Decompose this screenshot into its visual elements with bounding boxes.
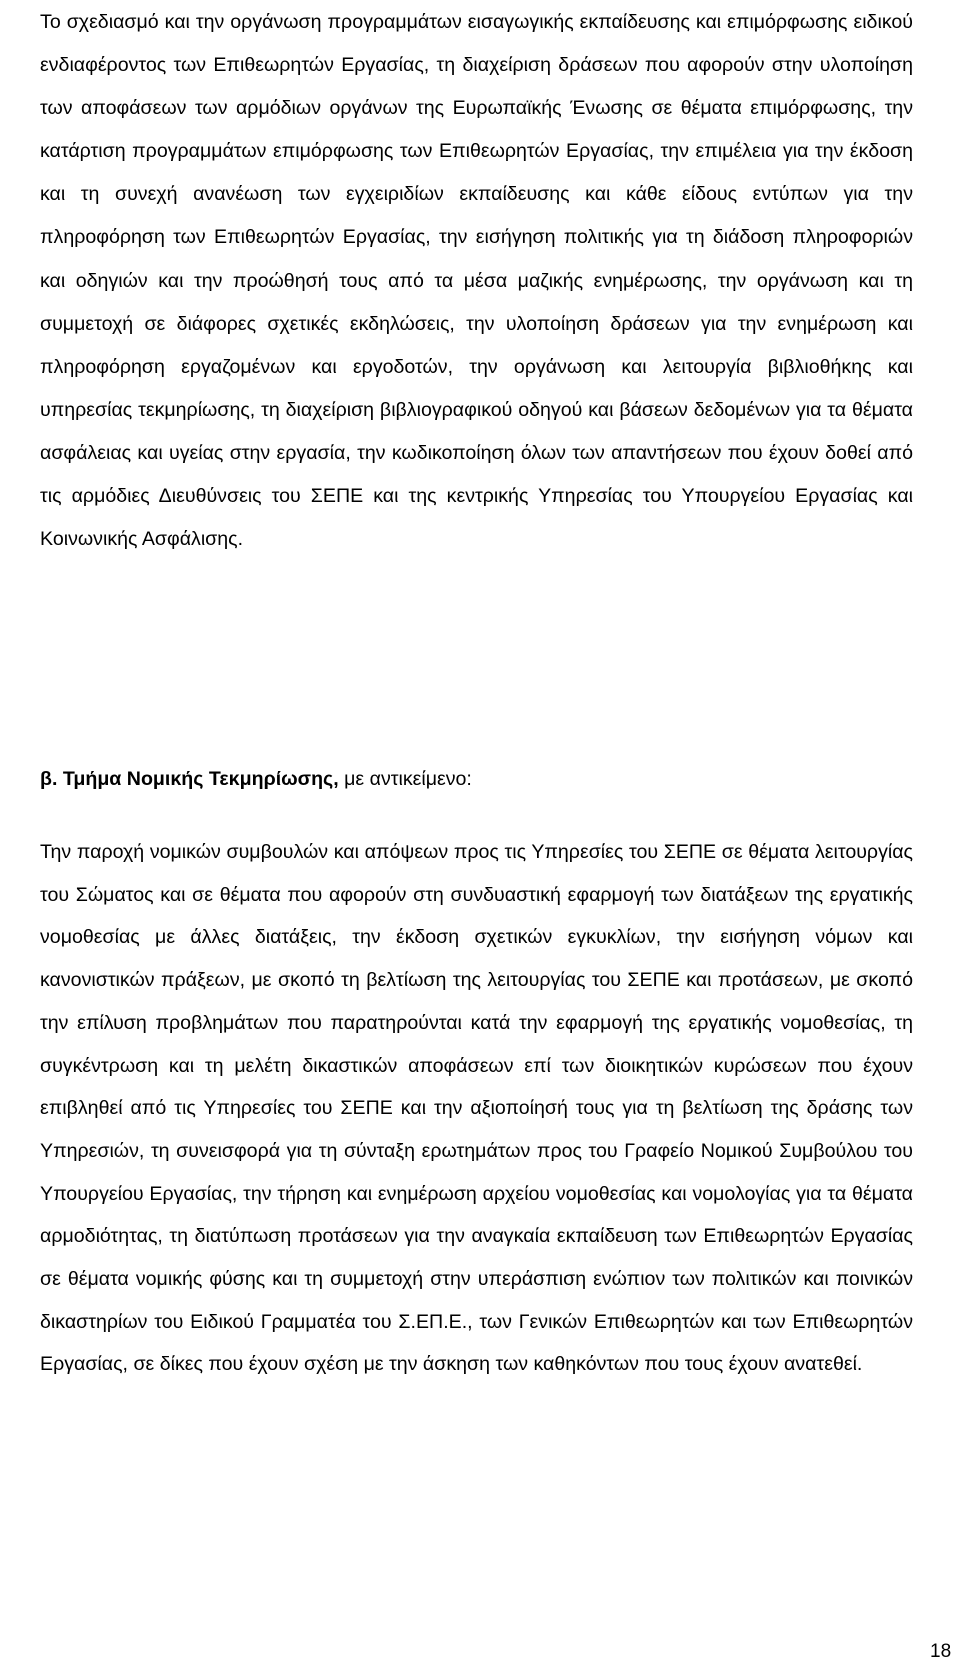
- paragraph-legal-documentation: Την παροχή νομικών συμβουλών και απόψεων προς τις Υπηρεσίες του ΣΕΠΕ σε θέματα λειτουργίας του Σώματος και σε θέματα που αφορούν στη συνδυαστική εφαρμογή των διατάξεων της εργατικής νομοθεσίας με άλλες διατάξεις, την έκδοση σχετικών εγκυκλίων, την εισήγηση νόμων και κανονιστικών πράξεων, με σκοπό τη βελτίωση της λειτουργίας του ΣΕΠΕ και προτάσεων, με σκοπό την επίλυση προβλημάτων που παρατηρούνται κατά την εφαρμογή της εργατικής νομοθεσίας, τη συγκέντρωση και τη μελέτη δικαστικών αποφάσεων επί των διοικητικών κυρώσεων που έχουν επιβληθεί από τις Υπηρεσίες του ΣΕΠΕ και την αξιοποίησή τους για τη βελτίωση της δράσης των Υπηρεσιών, τη συνεισφορά για τη σύνταξη ερωτημάτων προς του Γραφείο Νομικού Συμβούλου του Υπουργείου Εργασίας, την τήρηση και ενημέρωση αρχείου νομοθεσίας και νομολογίας για τα θέματα αρμοδιότητας, τη διατύπωση προτάσεων για την αναγκαία εκπαίδευση των Επιθεωρητών Εργασίας σε θέματα νομικής φύσης και τη συμμετοχή στην υπεράσπιση ενώπιον των πολιτικών και ποινικών δικαστηρίων του Ειδικού Γραμματέα του Σ.ΕΠ.Ε., των Γενικών Επιθεωρητών και των Επιθεωρητών Εργασίας, σε δίκες που έχουν σχέση με την άσκηση των καθηκόντων που τους έχουν ανατεθεί.: [40, 841, 913, 1376]
- page-number: 18: [930, 1641, 952, 1662]
- section-heading: [40, 764, 472, 794]
- section-heading-rest: με αντικείμενο:: [338, 768, 472, 790]
- paragraph-training-responsibilities: Το σχεδιασμό και την οργάνωση προγραμμάτων εισαγωγικής εκπαίδευσης και επιμόρφωσης ειδικού ενδιαφέροντος των Επιθεωρητών Εργασίας, τη διαχείριση δράσεων που αφορούν στην υλοποίηση των αποφάσεων των αρμόδιων οργάνων της Ευρωπαϊκής Ένωσης σε θέματα επιμόρφωσης, την κατάρτιση προγραμμάτων επιμόρφωσης των Επιθεωρητών Εργασίας, την επιμέλεια για την έκδοση και τη συνεχή ανανέωση των εγχειριδίων εκπαίδευσης και κάθε είδους εντύπων για την πληροφόρηση των Επιθεωρητών Εργασίας, την εισήγηση πολιτικής για τη διάδοση πληροφοριών και οδηγιών και την προώθησή τους από τα μέσα μαζικής ενημέρωσης, την οργάνωση και τη συμμετοχή σε διάφορες σχετικές εκδηλώσεις, την υλοποίηση δράσεων για την ενημέρωση και πληροφόρηση εργαζομένων και εργοδοτών, την οργάνωση και λειτουργία βιβλιοθήκης και υπηρεσίας τεκμηρίωσης, τη διαχείριση βιβλιογραφικού οδηγού και βάσεων δεδομένων για τα θέματα ασφάλειας και υγείας στην εργασία, την κωδικοποίηση όλων των απαντήσεων που έχουν δοθεί από τις αρμόδιες Διευθύνσεις του ΣΕΠΕ και της κεντρικής Υπηρεσίας του Υπουργείου Εργασίας και Κοινωνικής Ασφάλισης.: [40, 11, 913, 551]
- section-heading-title: β. Τμήμα Νομικής Τεκμηρίωσης,: [40, 768, 339, 790]
